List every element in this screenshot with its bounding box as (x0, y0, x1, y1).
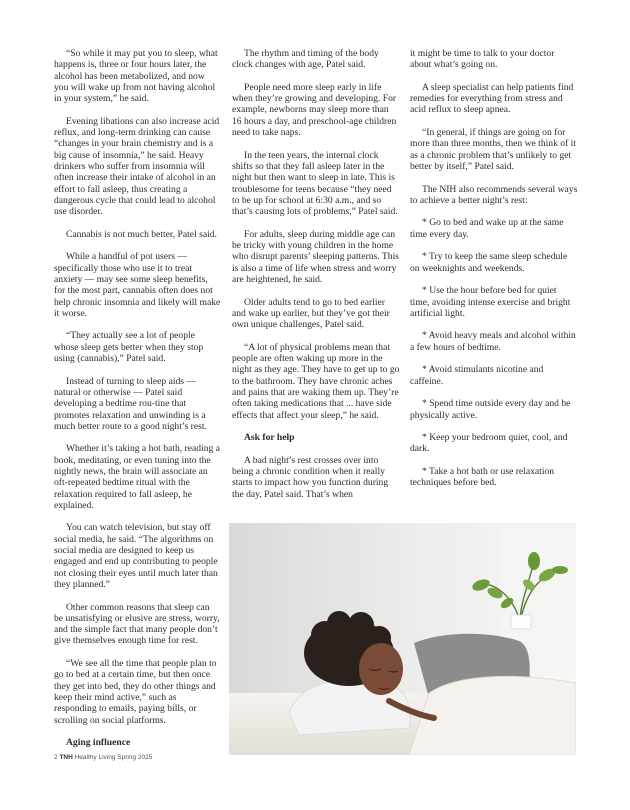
tip-item: * Go to bed and wake up at the same time every day. (410, 217, 564, 240)
paragraph: A sleep specialist can help patients find remedies for everything from stress and acid reflux to sleep apnea. (410, 81, 574, 116)
tip-item: * Use the hour before bed for quiet time, avoiding intense exercise and bright artificial light. (410, 285, 571, 319)
paragraph: The rhythm and timing of the body clock changes with age, Patel said. (232, 48, 379, 71)
paragraph: “In general, if things are going on for more than three months, then we think of it as a chronic problem that’s unlikely to get better by itself,” Patel said. (410, 127, 576, 172)
tip-item: * Avoid stimulants nicotine and caffeine. (410, 364, 544, 387)
paragraph: You can watch television, but stay off social media, he said. “The algorithms on social media are designed to keep us engaged and end up contributing to people not closing their eyes until much later than they planned.” (54, 522, 218, 590)
paragraph: Older adults tend to go to bed earlier and wake up earlier, but they’ve got their own unique challenges, Patel said. (232, 296, 390, 331)
paragraph: A bad night’s rest crosses over into being a chronic condition when it really starts to impact how you function during the day, Patel said. That’s when (232, 454, 389, 500)
paragraph: Instead of turning to sleep aids — natural or otherwise — Patel said developing a bedtime rou-tine that promotes relaxation and unwinding is a much better route to a good night’s rest. (54, 375, 207, 432)
paragraph: “A lot of physical problems mean that people are often waking up more in the night as they age. They have to get up to go to the bathroom. They have chronic aches and pains that are waking them up. They’re often taking medications that ... have side effects that affect your sleep,” he said. (232, 341, 400, 421)
paragraph: “So while it may put you to sleep, what happens is, three or four hours later, the alcohol has been metabolized, and now you will wake up from not having alcohol in your system,” he said. (54, 48, 218, 105)
article-column-3 (410, 48, 578, 500)
tip-item: * Avoid heavy meals and alcohol within a few hours of bedtime. (410, 330, 576, 353)
article-column-2 (232, 48, 400, 511)
paragraph: For adults, sleep during middle age can be tricky with young children in the home who disrupt parents’ sleeping patterns. This is also a time of life when stress and worry are heightened, he said. (232, 228, 399, 285)
paragraph-continued: it might be time to talk to your doctor about what’s going on. (410, 48, 555, 71)
paragraph: People need more sleep early in life when they’re growing and developing. For example, newborns may sleep more than 16 hours a day, and preschool-age children need to take naps. (232, 81, 397, 139)
article-column-1 (54, 48, 221, 760)
tip-item: * Keep your bedroom quiet, cool, and dark. (410, 432, 568, 455)
section-heading-ask-for-help: Ask for help (244, 432, 295, 444)
paragraph: The NIH also recommends several ways to achieve a better night’s rest: (410, 183, 578, 206)
paragraph: Other common reasons that sleep can be unsatisfying or elusive are stress, worry, and the simple fact that many people don’t give themselves enough time for rest. (54, 601, 220, 647)
publication-name: Healthy Living Spring 2025 (74, 754, 153, 761)
paragraph: Evening libations can also increase acid reflux, and long-term drinking can cause “changes in your brain chemistry and is a big cause of insomnia,” he said. Heavy drinkers who suffer from insomnia will often increase their intake of alcohol in an effort to fall asleep, thus creating a dangerous cycle that could lead to alcohol use disorder. (54, 115, 220, 218)
paragraph: Cannabis is not much better, Patel said. (66, 228, 217, 240)
photo-illustration (229, 523, 576, 755)
sleeping-woman-photo (229, 523, 576, 755)
paragraph: Whether it’s taking a hot bath, reading a book, meditating, or even tuning into the nightly news, the brain will associate an oft-repeated bedtime ritual with the relaxation required to fall asleep, he explained. (54, 443, 220, 511)
paragraph: In the teen years, the internal clock shifts so that they fall asleep later in the night but then want to sleep in late. This is troublesome for teens because “they need to be up for school at 6:30 a.m., and so that’s causing lots of problems,” Patel said. (232, 149, 398, 218)
paragraph: While a handful of pot users — specifically those who use it to treat anxiety — may see some sleep benefits, for the most part, cannabis often does not help chronic insomnia and likely will make it worse. (54, 251, 221, 319)
paragraph: “We see all the time that people plan to go to bed at a certain time, but then once they get into bed, they do other things and keep their mind active,” such as responding to emails, paying bills, or scrolling on social platforms. (54, 658, 217, 726)
brand-label: TNH (59, 754, 73, 761)
section-heading-aging-influence: Aging influence (66, 737, 131, 749)
paragraph: “They actually see a lot of people whose sleep gets better when they stop using (cannabis),” Patel said. (54, 330, 204, 365)
tip-item: * Take a hot bath or use relaxation techniques before bed. (410, 465, 555, 489)
tip-item: * Spend time outside every day and be physically active. (410, 398, 571, 421)
page-footer (54, 754, 152, 761)
tip-item: * Try to keep the same sleep schedule on weeknights and weekends. (410, 251, 568, 274)
page-number: 2 (54, 754, 58, 761)
